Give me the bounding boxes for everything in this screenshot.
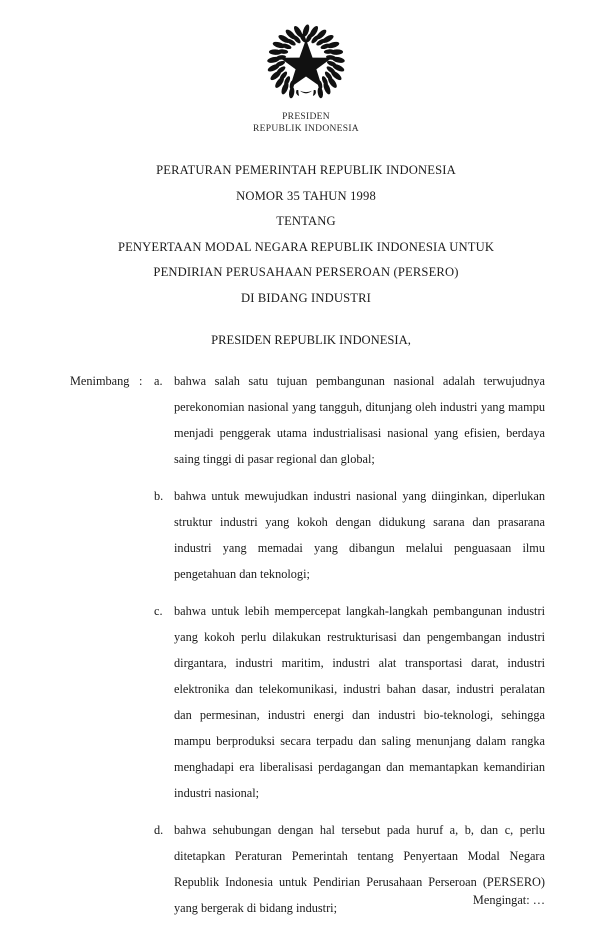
considering-item-text: bahwa untuk mewujudkan industri nasional yang diinginkan, diperlukan struktur industri yang kokoh dengan didukung sarana dan prasarana industri yang memadai yang dibangun melalui penguasaan ilmu pengetahuan dan teknologi; (174, 489, 545, 581)
considering-items (154, 368, 545, 921)
emblem-caption (0, 112, 612, 135)
title-line-about: TENTANG (276, 214, 336, 228)
considering-item (154, 483, 545, 587)
considering-item-text: bahwa sehubungan dengan hal tersebut pada huruf a, b, dan c, perlu ditetapkan Peraturan Pemerintah tentang Penyertaan Modal Negara Republik Indonesia untuk Pendirian Perusahaan Perseroan (PERSERO) yang bergerak di bidang industri; (174, 823, 545, 915)
title-line-subject-3: DI BIDANG INDUSTRI (240, 290, 372, 305)
considering-label: Menimbang (70, 374, 130, 388)
considering-item-marker: a. (154, 374, 163, 388)
title-line-subject-1: PENYERTAAN MODAL NEGARA REPUBLIK INDONESIA UNTUK (117, 239, 495, 254)
considering-item-marker: d. (154, 823, 164, 837)
considering-item (154, 598, 545, 806)
president-heading: PRESIDEN REPUBLIK INDONESIA, (211, 333, 411, 347)
considering-item-marker: b. (154, 489, 164, 503)
considering-section (0, 368, 612, 921)
considering-colon: : (139, 374, 143, 388)
title-line-number: NOMOR 35 TAHUN 1998 (236, 188, 376, 203)
considering-item-marker: c. (154, 604, 163, 618)
considering-item-text: bahwa untuk lebih mempercepat langkah-langkah pembangunan industri yang kokoh perlu dilakukan restrukturisasi dan pengembangan industri dirgantara, industri maritim, industri alat transportasi darat, industri elektronika dan telekomunikasi, industri bahan dasar, industri peralatan dan permesinan, industri energi dan industri bio-teknologi, sehingga mampu berproduksi secara terpadu dan saling menunjang dalam rangka menghadapi era liberalisasi perdagangan dan memantapkan kemandirian industri nasional; (174, 604, 545, 800)
garuda-star-wreath-emblem (263, 22, 349, 108)
considering-item (154, 368, 545, 472)
emblem-header (0, 0, 612, 135)
emblem-caption-line1: PRESIDEN (282, 112, 330, 122)
title-line-subject-2: PENDIRIAN PERUSAHAAN PERSEROAN (PERSERO) (153, 265, 459, 279)
footer-continuation: Mengingat: … (472, 893, 545, 907)
document-title-block (0, 158, 612, 311)
emblem-caption-line2: REPUBLIK INDONESIA (253, 123, 359, 134)
considering-row (70, 368, 545, 921)
title-line-regulation: PERATURAN PEMERINTAH REPUBLIK INDONESIA (156, 163, 456, 177)
considering-item-text: bahwa salah satu tujuan pembangunan nasional adalah terwujudnya perekonomian nasional yang tangguh, ditunjang oleh industri yang mampu menjadi penggerak utama industrialisasi nasional yang efisien, berdaya saing tinggi di pasar regional dan global; (174, 374, 545, 466)
